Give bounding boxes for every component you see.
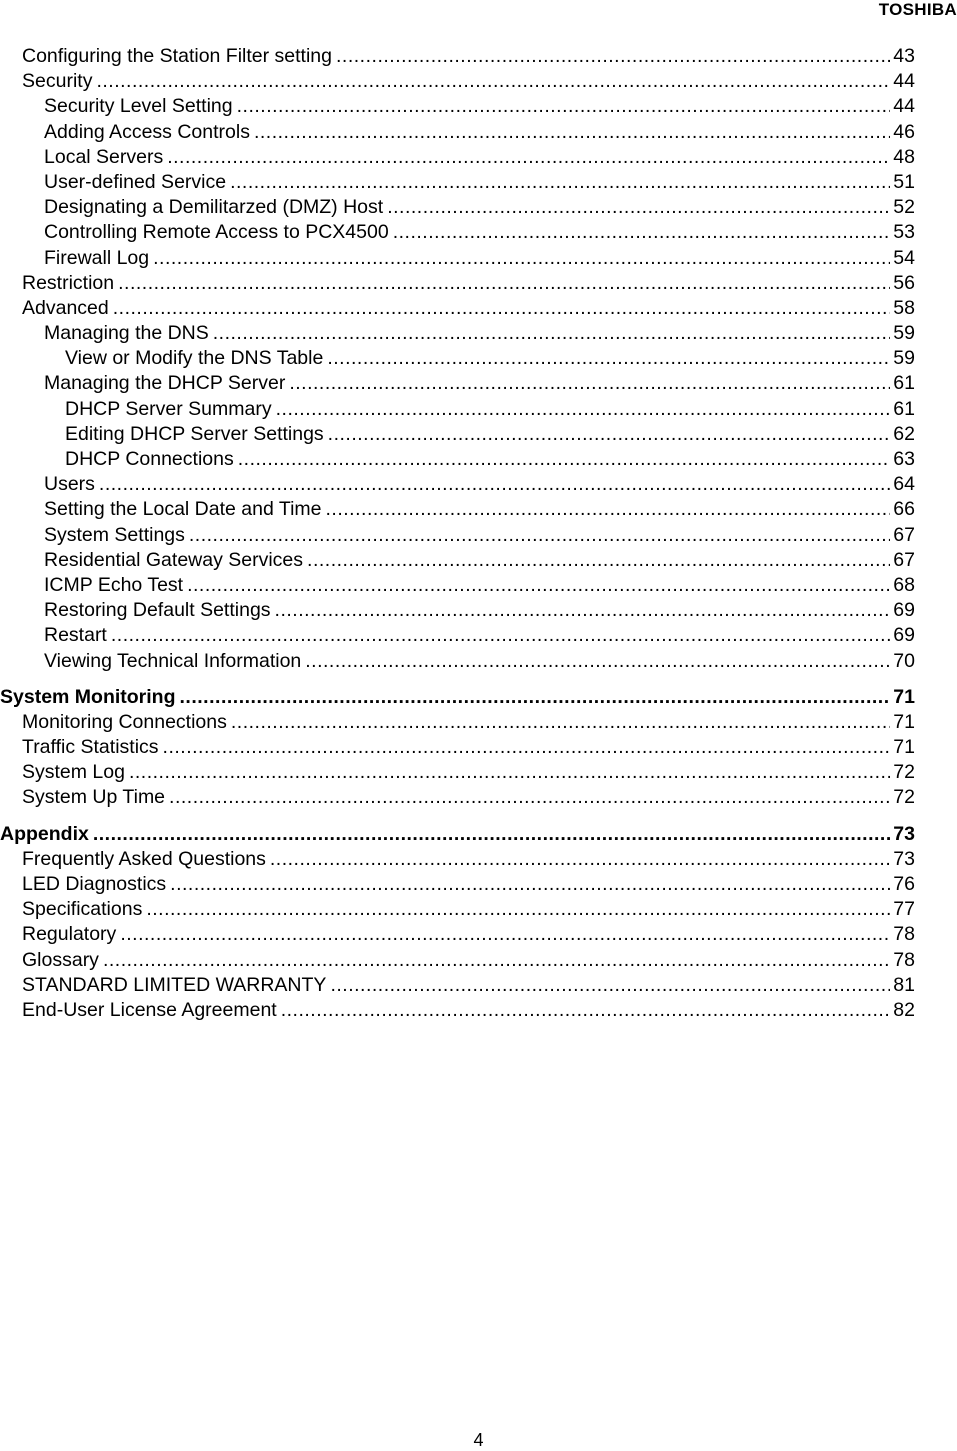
toc-entry-page: 54 <box>893 246 915 269</box>
dot-leader <box>254 120 890 145</box>
dot-leader <box>328 422 891 447</box>
toc-entry[interactable] <box>0 735 915 760</box>
table-of-contents <box>0 44 915 1023</box>
toc-entry[interactable] <box>0 397 915 422</box>
toc-entry-title: Appendix <box>0 822 89 845</box>
dot-leader <box>96 69 890 94</box>
toc-entry-title: Controlling Remote Access to PCX4500 <box>44 221 389 244</box>
toc-entry[interactable] <box>0 998 915 1023</box>
toc-entry-title: Specifications <box>22 898 143 921</box>
toc-entry[interactable] <box>0 296 915 321</box>
toc-entry-page: 77 <box>893 898 915 921</box>
toc-entry[interactable] <box>0 573 915 598</box>
toc-entry-title: View or Modify the DNS Table <box>65 347 324 370</box>
toc-entry-title: Setting the Local Date and Time <box>44 498 322 521</box>
toc-entry-title: End-User License Agreement <box>22 998 277 1021</box>
toc-entry[interactable] <box>0 94 915 119</box>
toc-entry-page: 67 <box>893 548 915 571</box>
toc-entry-page: 71 <box>893 685 915 708</box>
dot-leader <box>189 523 890 548</box>
toc-entry[interactable] <box>0 847 915 872</box>
toc-entry-title: Monitoring Connections <box>22 710 227 733</box>
toc-entry-page: 59 <box>893 322 915 345</box>
toc-entry[interactable] <box>0 447 915 472</box>
toc-entry-page: 69 <box>893 599 915 622</box>
toc-entry[interactable] <box>0 897 915 922</box>
toc-entry-page: 43 <box>893 45 915 67</box>
toc-entry-page: 71 <box>893 710 915 733</box>
toc-entry-page: 48 <box>893 145 915 168</box>
toc-entry-title: Viewing Technical Information <box>44 649 302 672</box>
toc-entry-page: 73 <box>893 822 915 845</box>
dot-leader <box>336 44 890 69</box>
dot-leader <box>187 573 890 598</box>
toc-entry[interactable] <box>0 973 915 998</box>
toc-entry-title: ICMP Echo Test <box>44 573 184 596</box>
toc-entry-title: LED Diagnostics <box>22 873 167 895</box>
toc-entry[interactable] <box>0 220 915 245</box>
toc-entry-page: 78 <box>893 923 915 946</box>
dot-leader <box>167 145 890 170</box>
toc-entry-title: System Log <box>22 761 125 784</box>
toc-entry-title: Configuring the Station Filter setting <box>22 45 333 67</box>
toc-entry-page: 63 <box>893 448 915 470</box>
dot-leader <box>275 598 891 623</box>
toc-entry-title: Restart <box>44 624 107 647</box>
toc-entry-page: 61 <box>893 372 915 395</box>
dot-leader <box>146 897 890 922</box>
toc-entry[interactable] <box>0 271 915 296</box>
toc-entry[interactable] <box>0 346 915 371</box>
dot-leader <box>213 321 891 346</box>
toc-entry-title: Security Level Setting <box>44 95 233 118</box>
dot-leader <box>113 296 891 321</box>
dot-leader <box>387 195 890 220</box>
toc-entry-page: 64 <box>893 473 915 496</box>
toc-entry-title: System Up Time <box>22 786 166 809</box>
dot-leader <box>307 548 890 573</box>
toc-entry-title: Firewall Log <box>44 246 150 269</box>
dot-leader <box>393 220 891 245</box>
dot-leader <box>281 998 891 1023</box>
dot-leader <box>305 649 890 674</box>
toc-entry[interactable] <box>0 710 915 735</box>
toc-entry-page: 59 <box>893 347 915 370</box>
toc-entry[interactable] <box>0 497 915 522</box>
dot-leader <box>289 371 890 396</box>
toc-entry-page: 62 <box>893 422 915 445</box>
toc-entry-title: Security <box>22 70 93 93</box>
toc-entry-page: 78 <box>893 948 915 971</box>
toc-entry-title: Residential Gateway Services <box>44 548 304 571</box>
toc-entry-title: User-defined Service <box>44 170 227 193</box>
dot-leader <box>231 710 890 735</box>
toc-entry-title: STANDARD LIMITED WARRANTY <box>22 973 327 996</box>
toc-entry[interactable] <box>0 822 915 847</box>
toc-entry-page: 46 <box>893 120 915 143</box>
dot-leader <box>170 872 890 897</box>
page-number: 4 <box>473 1430 484 1450</box>
toc-entry[interactable] <box>0 44 915 69</box>
toc-entry-page: 52 <box>893 196 915 219</box>
toc-entry[interactable] <box>0 760 915 785</box>
toc-entry-page: 53 <box>893 221 915 244</box>
toc-entry-page: 66 <box>893 498 915 521</box>
toc-entry-title: System Settings <box>44 523 185 546</box>
toc-entry-title: Users <box>44 473 95 496</box>
toc-entry[interactable] <box>0 195 915 220</box>
toc-entry-page: 72 <box>893 761 915 784</box>
toc-entry[interactable] <box>0 246 915 271</box>
toc-entry[interactable] <box>0 785 915 810</box>
brand-logo-text: TOSHIBA <box>878 0 957 19</box>
toc-entry-title: Restoring Default Settings <box>44 599 271 622</box>
toc-entry[interactable] <box>0 872 915 897</box>
toc-entry[interactable] <box>0 321 915 346</box>
toc-entry[interactable] <box>0 472 915 497</box>
dot-leader <box>327 346 890 371</box>
toc-entry-page: 61 <box>893 397 915 420</box>
toc-entry[interactable] <box>0 649 915 674</box>
dot-leader <box>93 822 890 847</box>
dot-leader <box>270 847 890 872</box>
dot-leader <box>238 447 891 472</box>
toc-entry-title: Regulatory <box>22 923 117 946</box>
toc-entry-title: Local Servers <box>44 145 164 168</box>
dot-leader <box>163 735 891 760</box>
toc-entry-page: 76 <box>893 873 915 895</box>
dot-leader <box>99 472 890 497</box>
toc-entry-page: 70 <box>893 649 915 672</box>
dot-leader <box>120 922 890 947</box>
dot-leader <box>111 623 890 648</box>
toc-entry-page: 51 <box>893 170 915 193</box>
toc-entry-title: Advanced <box>22 296 109 319</box>
toc-entry-page: 67 <box>893 523 915 546</box>
dot-leader <box>153 246 890 271</box>
toc-entry-title: Designating a Demilitarzed (DMZ) Host <box>44 196 384 219</box>
toc-entry-title: Editing DHCP Server Settings <box>65 422 324 445</box>
toc-entry-title: System Monitoring <box>0 685 176 708</box>
toc-entry-page: 71 <box>893 736 915 759</box>
toc-entry-page: 73 <box>893 847 915 870</box>
toc-entry-title: DHCP Connections <box>65 448 234 470</box>
dot-leader <box>129 760 890 785</box>
dot-leader <box>237 94 891 119</box>
toc-entry-title: Restriction <box>22 271 115 294</box>
toc-entry[interactable] <box>0 69 915 94</box>
toc-entry[interactable] <box>0 422 915 447</box>
toc-entry-page: 69 <box>893 624 915 647</box>
toc-entry-page: 58 <box>893 296 915 319</box>
toc-entry-title: Managing the DHCP Server <box>44 372 286 395</box>
dot-leader <box>326 497 891 522</box>
toc-entry-title: Traffic Statistics <box>22 736 159 759</box>
toc-entry-title: Adding Access Controls <box>44 120 250 143</box>
toc-entry[interactable] <box>0 922 915 947</box>
dot-leader <box>103 948 890 973</box>
toc-entry[interactable] <box>0 170 915 195</box>
toc-entry[interactable] <box>0 120 915 145</box>
dot-leader <box>230 170 890 195</box>
dot-leader <box>169 785 890 810</box>
toc-entry[interactable] <box>0 145 915 170</box>
toc-entry[interactable] <box>0 623 915 648</box>
dot-leader <box>276 397 891 422</box>
toc-entry-title: DHCP Server Summary <box>65 397 272 420</box>
toc-entry-page: 72 <box>893 786 915 809</box>
toc-entry-page: 44 <box>893 95 915 118</box>
toc-entry[interactable] <box>0 598 915 623</box>
toc-entry-page: 56 <box>893 271 915 294</box>
toc-entry[interactable] <box>0 948 915 973</box>
toc-entry[interactable] <box>0 685 915 710</box>
toc-entry-page: 44 <box>893 70 915 93</box>
toc-entry-page: 81 <box>893 973 915 996</box>
toc-entry-title: Frequently Asked Questions <box>22 847 266 870</box>
toc-entry-page: 82 <box>893 998 915 1021</box>
dot-leader <box>118 271 890 296</box>
toc-entry[interactable] <box>0 548 915 573</box>
toc-entry-page: 68 <box>893 573 915 596</box>
toc-entry-title: Glossary <box>22 948 99 971</box>
toc-entry[interactable] <box>0 371 915 396</box>
toc-entry[interactable] <box>0 523 915 548</box>
toc-entry-title: Managing the DNS <box>44 322 209 345</box>
dot-leader <box>180 685 891 710</box>
dot-leader <box>330 973 890 998</box>
